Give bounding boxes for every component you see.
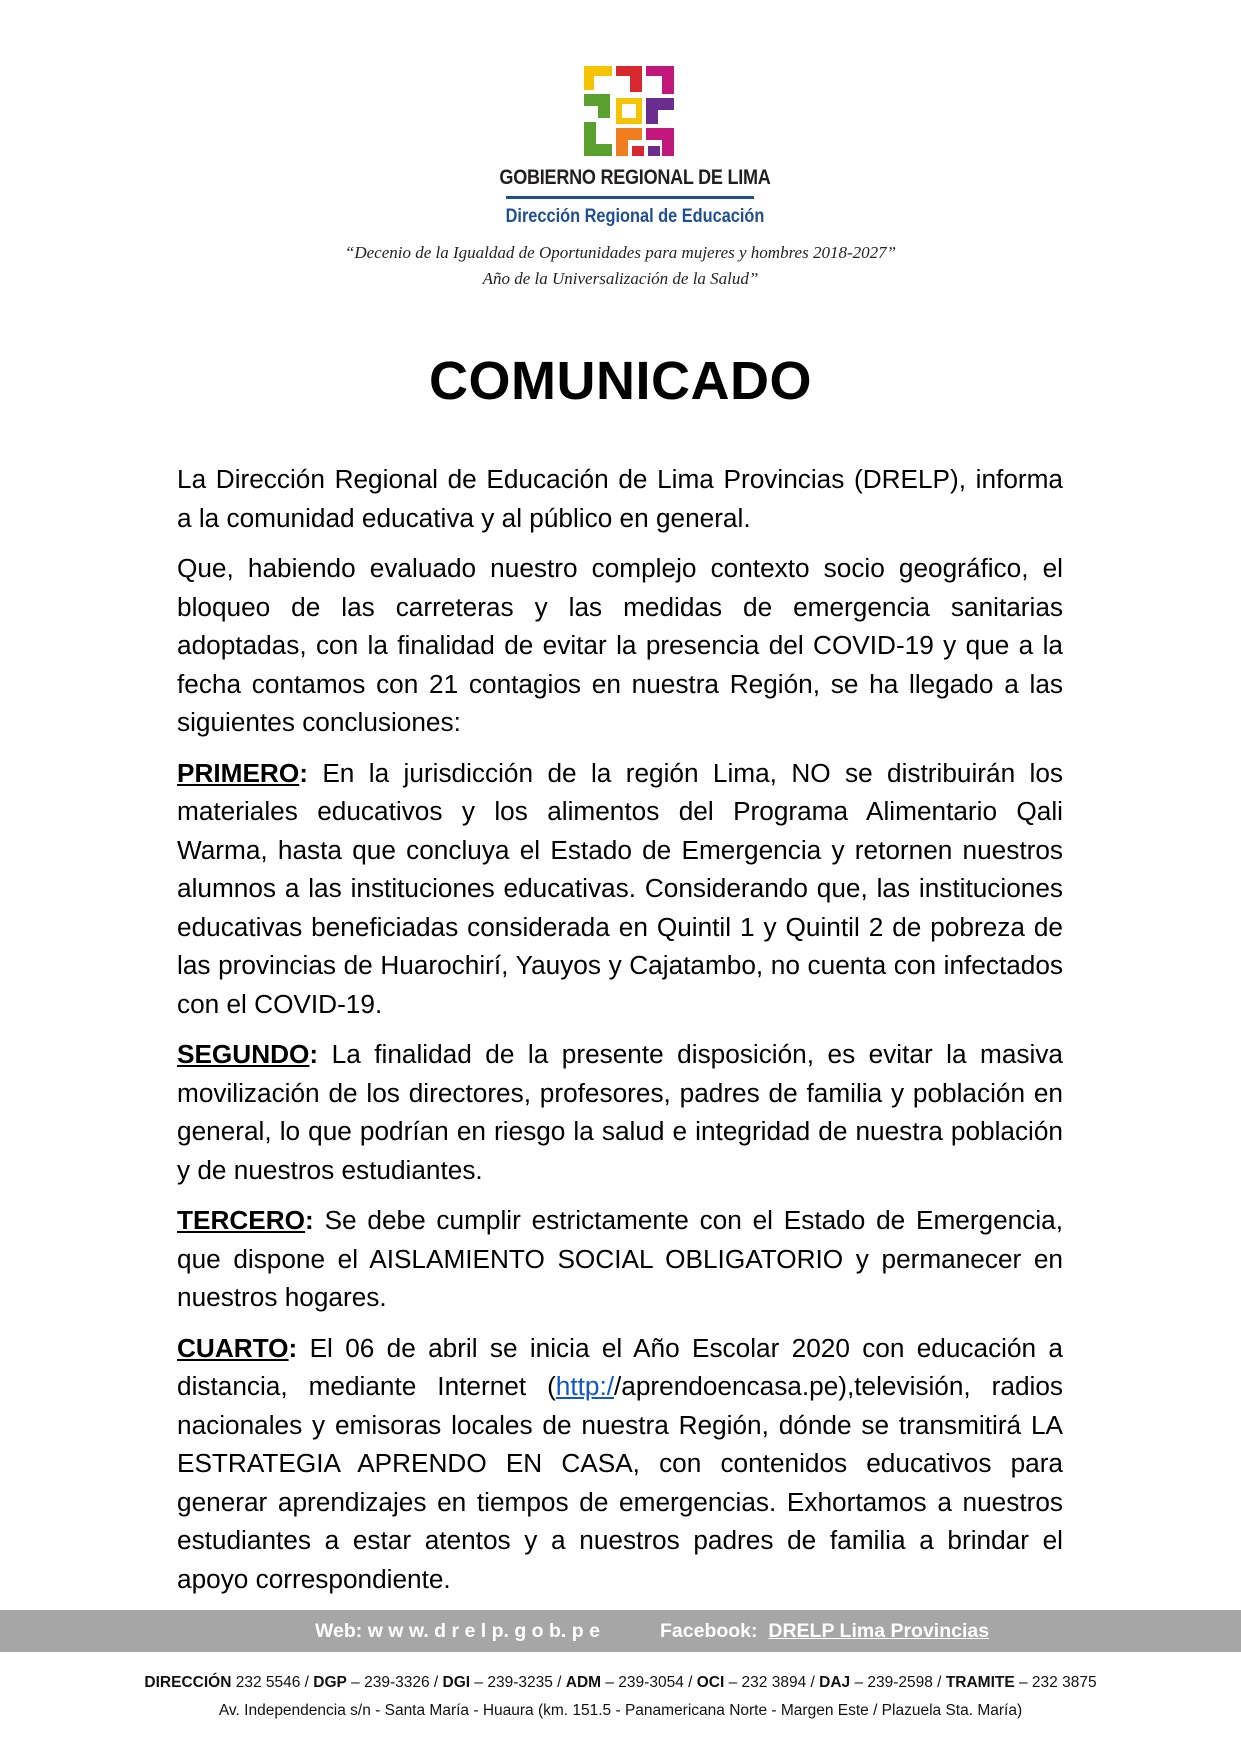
- org-name: GOBIERNO REGIONAL DE LIMA: [499, 166, 771, 189]
- org-subtitle: Dirección Regional de Educación: [505, 206, 765, 227]
- segundo-label: SEGUNDO: [177, 1039, 310, 1069]
- phone-value: – 239-3235 /: [470, 1674, 566, 1691]
- footer-bar: [0, 1610, 1241, 1652]
- facebook-label: Facebook:: [660, 1620, 758, 1642]
- cuarto-text-a: El 06 de abril se inicia el Año Escolar 2020 con educación a distancia, mediante Internet (: [177, 1332, 1063, 1401]
- phone-value: – 232 3875: [1014, 1674, 1097, 1691]
- context-paragraph: Que, habiendo evaluado nuestro complejo contexto socio geográfico, el bloqueo de las carreteras y las medidas de emergencia sanitarias adoptadas, con la finalidad de evitar la presencia del COVID-19 y que a la fecha contamos con 21 contagios en nuestra Región, se ha llegado a las siguientes conclusiones:: [177, 553, 1063, 737]
- cuarto-text-b: /aprendoencasa.pe),televisión, radios nacionales y emisoras locales de nuestra Región, dónde se transmitirá LA ESTRATEGIA APRENDO EN CASA, con contenidos educativos para generar aprendizajes en tiempos de emergencias. Exhortamos a nuestros estudiantes a estar atentos y a nuestros padres de familia a brindar el apoyo correspondiente.: [177, 1371, 1064, 1594]
- motto-line-2: Año de la Universalización de la Salud”: [482, 269, 759, 288]
- motto-line-1: “Decenio de la Igualdad de Oportunidades para mujeres y hombres 2018-2027”: [344, 243, 897, 262]
- regional-emblem-icon: [580, 62, 678, 160]
- phone-value: – 239-3326 /: [346, 1674, 443, 1691]
- facebook-link[interactable]: DRELP Lima Provincias: [768, 1620, 990, 1642]
- intro-paragraph: La Dirección Regional de Educación de Lima Provincias (DRELP), informa a la comunidad educativa y al público en general.: [177, 464, 1063, 533]
- communique-body: [177, 460, 1063, 1610]
- logo: [580, 62, 678, 160]
- phone-value: – 239-3054 /: [601, 1674, 697, 1691]
- tercero-label: TERCERO: [177, 1205, 306, 1235]
- phone-label: OCI: [696, 1674, 725, 1691]
- phone-value: 232 5546 /: [231, 1674, 314, 1691]
- footer-facebook: [660, 1620, 989, 1643]
- page-title: COMUNICADO: [429, 351, 812, 411]
- segundo-text: La finalidad de la presente disposición, es evitar la masiva movilización de los directores, profesores, padres de familia y población en general, lo que podrían en riesgo la salud e integridad de nuestra población y de nuestros estudiantes.: [177, 1039, 1063, 1185]
- tercero-text: Se debe cumplir estrictamente con el Estado de Emergencia, que dispone el AISLAMIENTO SOCIAL OBLIGATORIO y permanecer en nuestros hogares.: [177, 1205, 1063, 1312]
- phone-label: DGI: [442, 1674, 471, 1691]
- segundo-paragraph: SEGUNDO: La finalidad de la presente disposición, es evitar la masiva movilización de los directores, profesores, padres de familia y población en general, lo que podrían en riesgo la salud e integridad de nuestra población y de nuestros estudiantes.: [177, 1039, 1063, 1185]
- footer-phones: [0, 1674, 1241, 1692]
- aprendoencasa-link[interactable]: http:/: [555, 1371, 615, 1401]
- phone-label: DIRECCIÓN: [144, 1674, 232, 1691]
- primero-label: PRIMERO: [177, 757, 300, 788]
- footer-web[interactable]: Web: w w w. d r e l p. g o b. p e: [315, 1620, 600, 1642]
- tercero-paragraph: TERCERO: Se debe cumplir estrictamente con el Estado de Emergencia, que dispone el AISLAMIENTO SOCIAL OBLIGATORIO y permanecer en nuestros hogares.: [177, 1205, 1063, 1312]
- phone-value: – 232 3894 /: [724, 1674, 820, 1691]
- phone-label: TRAMITE: [945, 1674, 1015, 1691]
- cuarto-paragraph: CUARTO: El 06 de abril se inicia el Año Escolar 2020 con educación a distancia, mediante Internet (http://aprendoencasa.pe),televisión, radios nacionales y emisoras locales de nuestra Región, dónde se transmitirá LA ESTRATEGIA APRENDO EN CASA, con contenidos educativos para generar aprendizajes en tiempos de emergencias. Exhortamos a nuestros estudiantes a estar atentos y a nuestros padres de familia a brindar el apoyo correspondiente.: [177, 1332, 1064, 1594]
- primero-text: En la jurisdicción de la región Lima, NO se distribuirán los materiales educativos y los alimentos del Programa Alimentario Qali Warma, hasta que concluya el Estado de Emergencia y retornen nuestros alumnos a las instituciones educativas. Considerando que, las instituciones educativas beneficiadas considerada en Quintil 1 y Quintil 2 de pobreza de las provincias de Huarochirí, Yauyos y Cajatambo, no cuenta con infectados con el COVID-19.: [177, 757, 1063, 1019]
- primero-paragraph: PRIMERO: En la jurisdicción de la región Lima, NO se distribuirán los materiales educativos y los alimentos del Programa Alimentario Qali Warma, hasta que concluya el Estado de Emergencia y retornen nuestros alumnos a las instituciones educativas. Considerando que, las instituciones educativas beneficiadas considerada en Quintil 1 y Quintil 2 de pobreza de las provincias de Huarochirí, Yauyos y Cajatambo, no cuenta con infectados con el COVID-19.: [177, 757, 1063, 1019]
- cuarto-label: CUARTO: [177, 1332, 289, 1363]
- phone-label: DAJ: [819, 1674, 851, 1691]
- phone-label: DGP: [313, 1674, 347, 1691]
- phone-value: – 239-2598 /: [850, 1674, 946, 1691]
- header-divider: [506, 196, 754, 199]
- phone-label: ADM: [565, 1674, 602, 1691]
- footer-address: Av. Independencia s/n - Santa María - Huaura (km. 151.5 - Panamericana Norte - Margen Este / Plazuela Sta. María): [218, 1702, 1023, 1719]
